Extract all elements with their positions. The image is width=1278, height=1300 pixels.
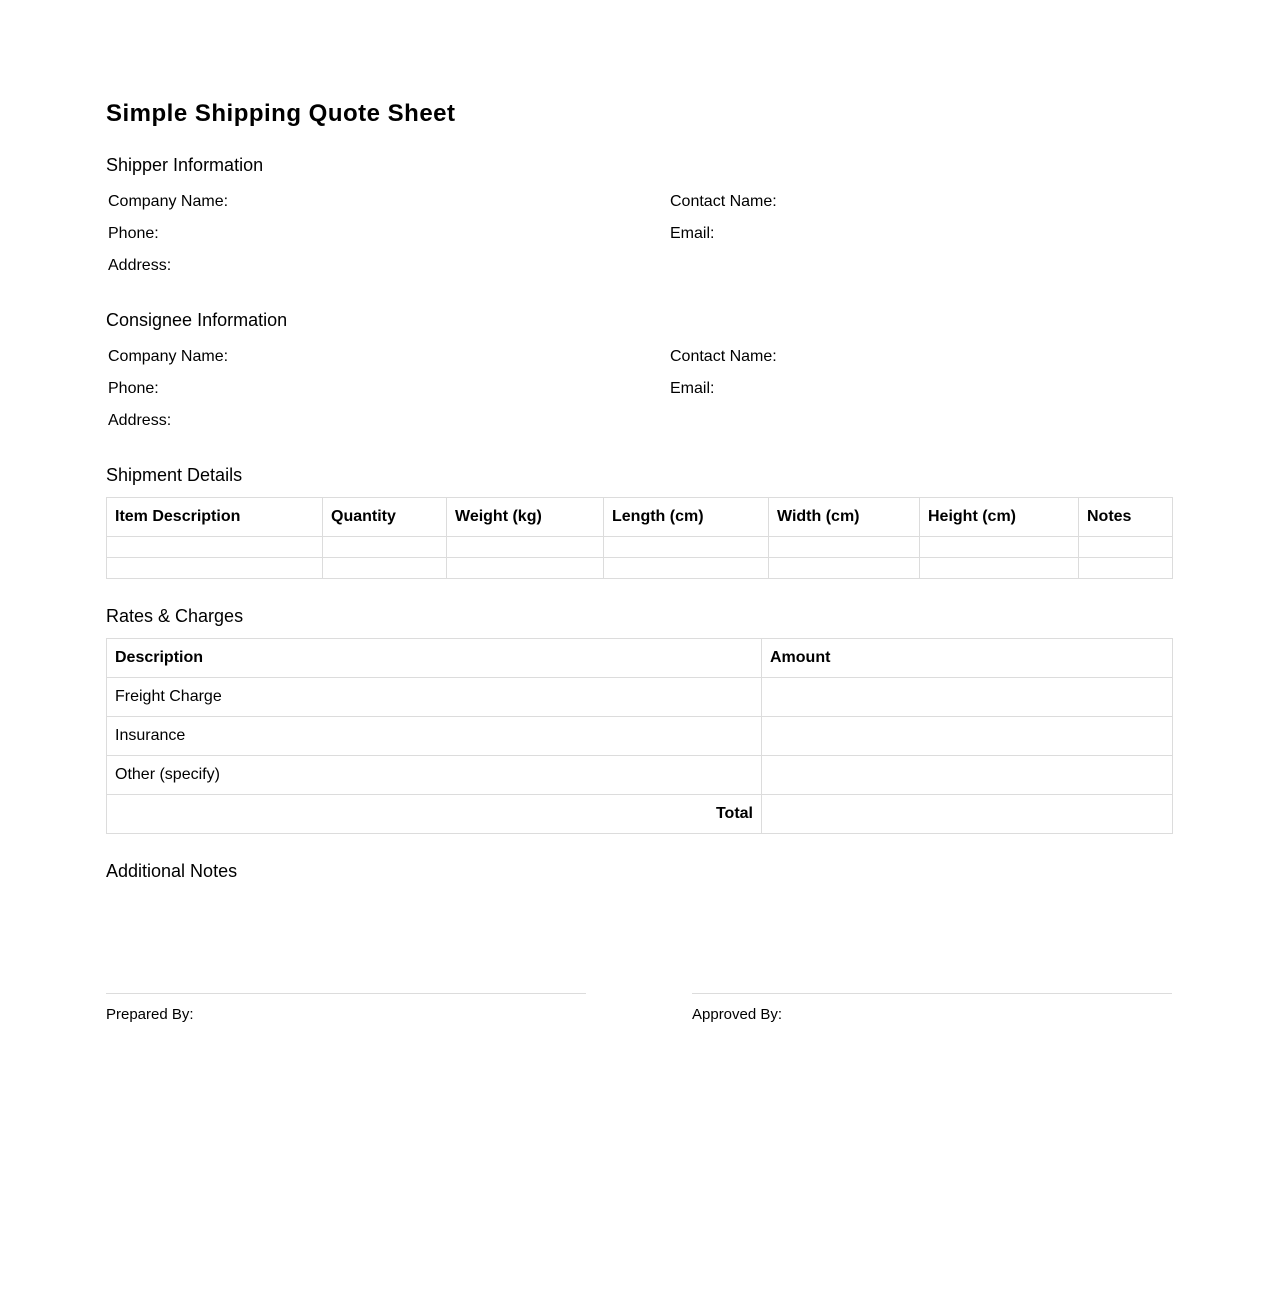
notes-heading: Additional Notes	[106, 861, 238, 881]
table-cell[interactable]	[1079, 537, 1173, 558]
table-cell[interactable]	[604, 558, 769, 579]
table-row	[107, 558, 1173, 579]
total-label: Total	[107, 795, 762, 834]
shipper-email-label: Email:	[670, 225, 715, 242]
rates-heading: Rates & Charges	[106, 606, 244, 626]
table-cell[interactable]	[447, 558, 604, 579]
table-cell[interactable]	[769, 537, 920, 558]
rates-header-row	[107, 639, 1173, 678]
table-cell[interactable]	[769, 558, 920, 579]
table-row	[107, 537, 1173, 558]
total-amount[interactable]	[762, 795, 1173, 834]
freight-charge-label: Freight Charge	[107, 678, 762, 717]
table-cell[interactable]	[447, 537, 604, 558]
rates-table	[106, 638, 1173, 834]
prepared-by-label: Prepared By:	[106, 1006, 194, 1023]
shipper-heading: Shipper Information	[106, 155, 264, 175]
shipment-header-row	[107, 498, 1173, 537]
rates-col-amount: Amount	[762, 639, 1173, 678]
table-cell[interactable]	[107, 558, 323, 579]
rates-col-description: Description	[107, 639, 762, 678]
table-cell[interactable]	[604, 537, 769, 558]
consignee-contact-label: Contact Name:	[670, 348, 777, 365]
table-row	[107, 678, 1173, 717]
table-cell[interactable]	[323, 537, 447, 558]
shipper-company-label: Company Name:	[108, 193, 229, 210]
table-cell[interactable]	[920, 558, 1079, 579]
table-cell[interactable]	[107, 537, 323, 558]
table-row	[107, 756, 1173, 795]
consignee-heading: Consignee Information	[106, 310, 288, 330]
consignee-address-label: Address:	[108, 412, 172, 429]
prepared-by-signature-line[interactable]	[106, 993, 586, 994]
shipper-address-label: Address:	[108, 257, 172, 274]
table-cell[interactable]	[920, 537, 1079, 558]
approved-by-label: Approved By:	[692, 1006, 783, 1023]
consignee-email-label: Email:	[670, 380, 715, 397]
shipment-col-weight: Weight (kg)	[447, 498, 604, 537]
other-charge-label: Other (specify)	[107, 756, 762, 795]
shipment-heading: Shipment Details	[106, 465, 243, 485]
shipper-contact-label: Contact Name:	[670, 193, 777, 210]
shipment-col-height: Height (cm)	[920, 498, 1079, 537]
table-cell[interactable]	[323, 558, 447, 579]
consignee-company-label: Company Name:	[108, 348, 229, 365]
insurance-amount[interactable]	[762, 717, 1173, 756]
other-charge-amount[interactable]	[762, 756, 1173, 795]
insurance-label: Insurance	[107, 717, 762, 756]
table-cell[interactable]	[1079, 558, 1173, 579]
page-title: Simple Shipping Quote Sheet	[106, 100, 456, 127]
shipment-col-item-description: Item Description	[107, 498, 323, 537]
shipment-col-width: Width (cm)	[769, 498, 920, 537]
shipment-col-length: Length (cm)	[604, 498, 769, 537]
freight-charge-amount[interactable]	[762, 678, 1173, 717]
shipment-table	[106, 497, 1173, 579]
shipment-col-quantity: Quantity	[323, 498, 447, 537]
approved-by-signature-line[interactable]	[692, 993, 1172, 994]
shipment-col-notes: Notes	[1079, 498, 1173, 537]
shipper-phone-label: Phone:	[108, 225, 159, 242]
table-row	[107, 717, 1173, 756]
total-row	[107, 795, 1173, 834]
consignee-phone-label: Phone:	[108, 380, 159, 397]
